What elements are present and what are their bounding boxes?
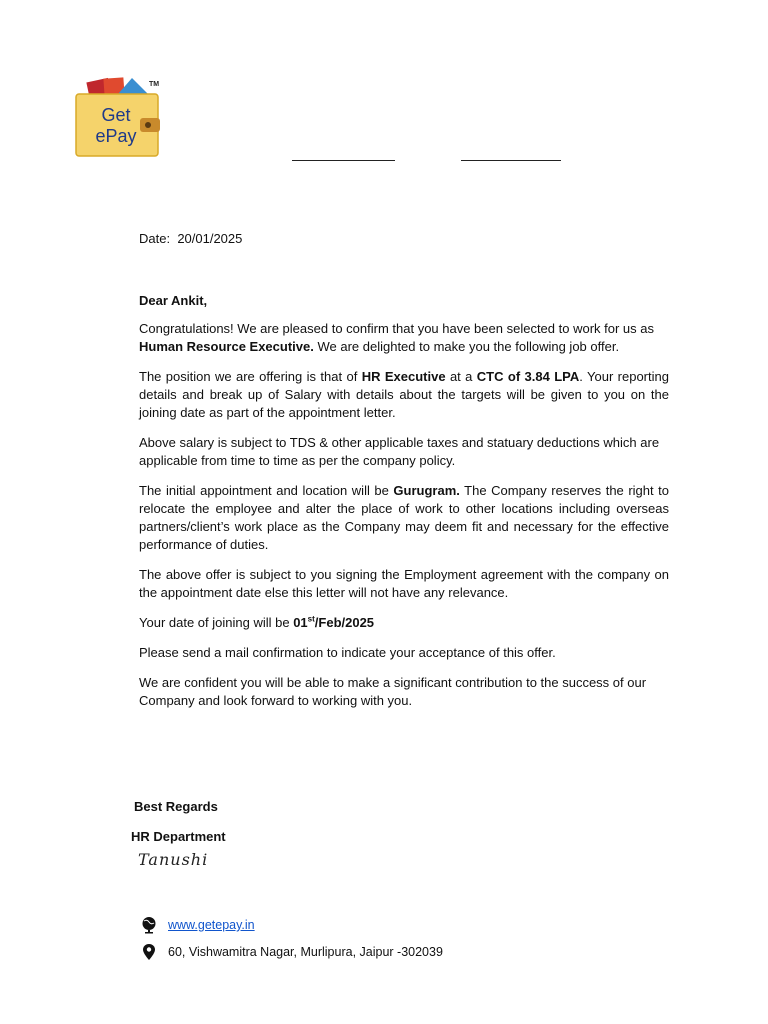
location-pin-icon [140, 943, 158, 961]
trademark-mark: TM [148, 81, 160, 88]
logo-word-get: Get [101, 105, 131, 125]
closing-regards: Best Regards [134, 799, 218, 814]
paragraph-position: The position we are offering is that of HR Executive at a CTC of 3.84 LPA. Your reporting details and break up of Salary with details about the targets will be given to you on the joining date as part of the appointment letter. [139, 369, 669, 420]
greeting: Dear Ankit, [139, 293, 208, 308]
website-link[interactable]: www.getepay.in [168, 918, 255, 932]
paragraph-salary-taxes: Above salary is subject to TDS & other applicable taxes and statuary deductions which are applicable from time to time as per the company policy. [139, 435, 660, 468]
globe-icon [140, 916, 158, 934]
svg-text:Tanushi: Tanushi [138, 850, 209, 869]
company-address: 60, Vishwamitra Nagar, Murlipura, Jaipur -302039 [168, 945, 443, 959]
footer-address-row [140, 943, 443, 961]
paragraph-joining-date: Your date of joining will be 01st/Feb/2025 [139, 614, 375, 630]
getepay-logo [74, 74, 164, 160]
position-title: HR Executive [361, 369, 446, 384]
letter-date [139, 230, 669, 248]
letter-body [139, 230, 669, 722]
role-title: Human Resource Executive. [139, 339, 314, 354]
paragraph-agreement: The above offer is subject to you signing the Employment agreement with the company on the appointment date else this letter will not have any relevance. [139, 567, 669, 600]
paragraph-location: The initial appointment and location will be Gurugram. The Company reserves the right to relocate the employee and alter the place of work to other locations including overseas partners/client’s work place as the Company may deem fit and necessary for the effective performance of duties. [139, 483, 669, 552]
handwritten-signature [136, 846, 220, 872]
paragraph-confirmation: Please send a mail confirmation to indicate your acceptance of this offer. [139, 645, 556, 660]
footer-website-row [140, 916, 255, 934]
paragraph-congratulations: Congratulations! We are pleased to confirm that you have been selected to work for us as Human Resource Executive. We are delighted to make you the following job offer. [139, 321, 654, 354]
ctc-value: CTC of 3.84 LPA [476, 369, 580, 384]
header-rule-left [292, 160, 395, 161]
date-value: 20/01/2025 [177, 231, 243, 246]
joining-date: 01st/Feb/2025 [293, 614, 375, 630]
paragraph-closing-remark: We are confident you will be able to make a significant contribution to the success of our Company and look forward to working with you. [139, 675, 647, 708]
signatory-department: HR Department [131, 829, 226, 844]
header-rule-right [461, 160, 561, 161]
logo-word-epay: ePay [95, 126, 137, 146]
date-label: Date: [139, 231, 171, 246]
location-value: Gurugram. [393, 483, 460, 498]
